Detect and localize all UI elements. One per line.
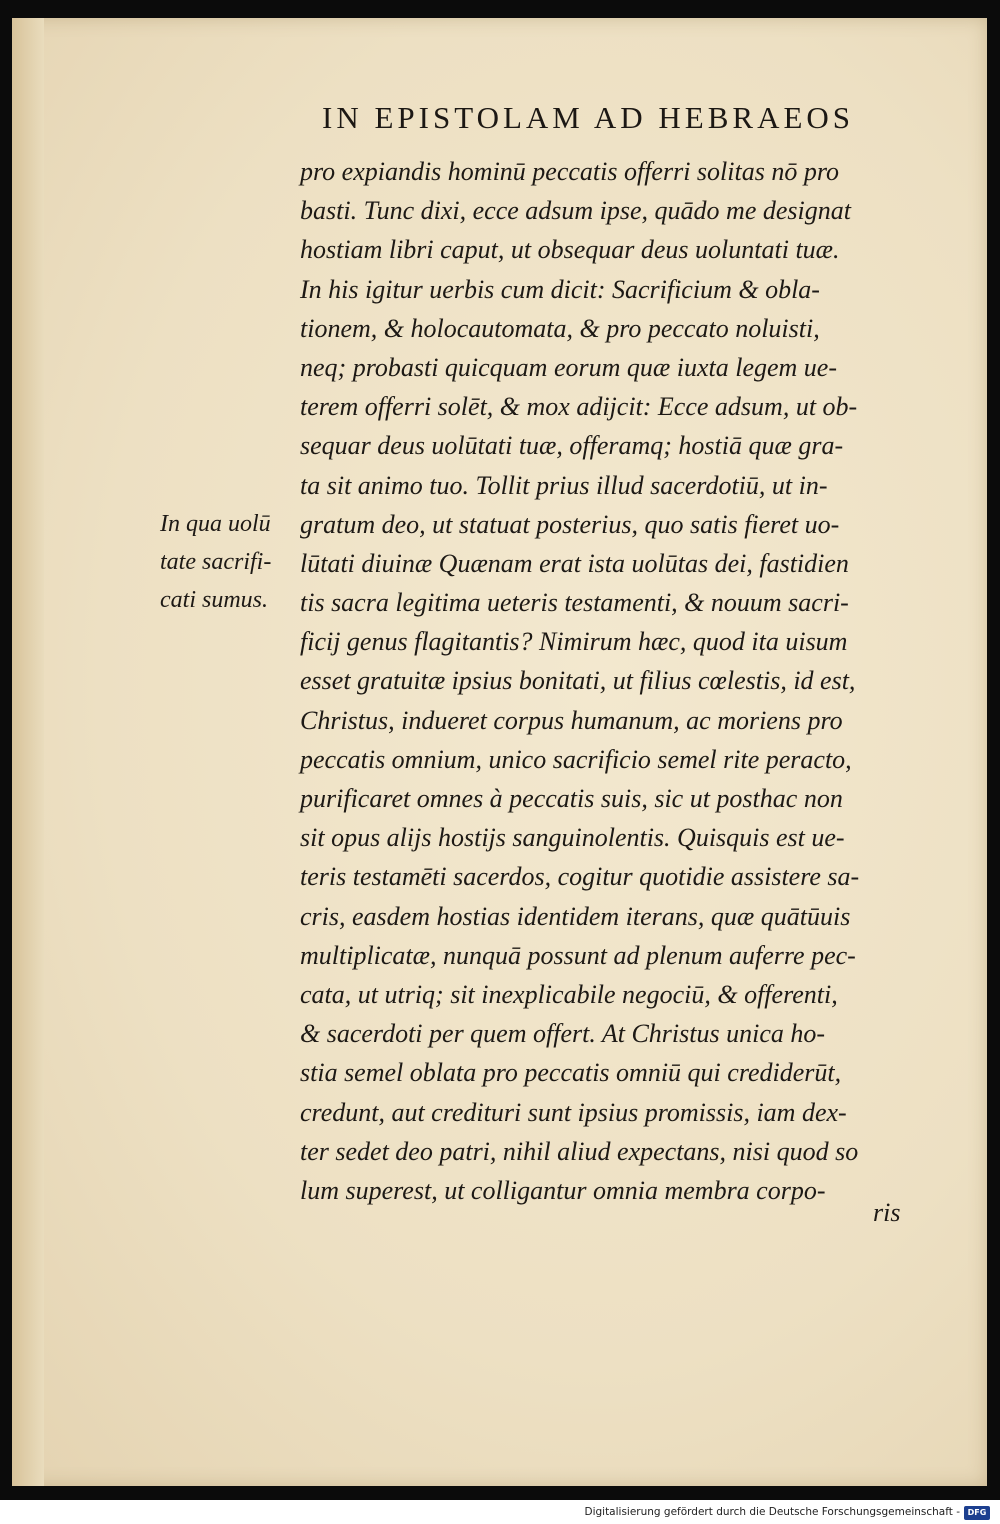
text-line: tionem, & holocautomata, & pro peccato noluisti,: [300, 313, 820, 343]
marginal-note-line: cati sumus.: [160, 587, 268, 613]
running-head: IN EPISTOLAM AD HEBRAEOS: [322, 100, 855, 135]
text-line: stia semel oblata pro peccatis omniū qui crediderūt,: [300, 1058, 842, 1088]
text-line: In his igitur uerbis cum dicit: Sacrificium & obla-: [300, 274, 820, 304]
marginal-note: [160, 505, 300, 619]
text-line: ficij genus flagitantis? Nimirum hæc, quod ita uisum: [300, 627, 848, 657]
page-gutter-shadow: [12, 18, 44, 1486]
text-line: & sacerdoti per quem offert. At Christus unica ho-: [300, 1019, 826, 1049]
text-line: peccatis omnium, unico sacrificio semel rite peracto,: [300, 744, 852, 774]
text-line: purificaret omnes à peccatis suis, sic ut posthac non: [300, 784, 843, 813]
body-text: [300, 152, 960, 1210]
text-line: tis sacra legitima ueteris testamenti, & nouum sacri-: [300, 588, 849, 618]
text-line: neq; probasti quicquam eorum quæ iuxta legem ue-: [300, 352, 837, 382]
text-line: ta sit animo tuo. Tollit prius illud sacerdotiū, ut in-: [300, 470, 828, 500]
text-line: basti. Tunc dixi, ecce adsum ipse, quādo me designat: [300, 196, 851, 226]
marginal-note-line: tate sacrifi-: [160, 549, 272, 575]
text-line: sit opus alijs hostijs sanguinolentis. Quisquis est ue-: [300, 823, 845, 853]
text-line: terem offerri solēt, & mox adijcit: Ecce adsum, ut ob-: [300, 392, 858, 422]
text-line: esset gratuitæ ipsius bonitati, ut filius cœlestis, id est,: [300, 666, 856, 696]
text-line: pro expiandis hominū peccatis offerri solitas nō pro: [300, 157, 839, 186]
digitization-footer: [0, 1502, 1000, 1524]
funding-credit: Digitalisierung gefördert durch die Deutsche Forschungsgemeinschaft -: [584, 1506, 960, 1518]
text-line: Christus, indueret corpus humanum, ac moriens pro: [300, 705, 843, 735]
text-line: hostiam libri caput, ut obsequar deus uoluntati tuæ.: [300, 235, 840, 265]
marginal-note-line: In qua uolū: [160, 511, 271, 537]
text-line: credunt, aut credituri sunt ipsius promissis, iam dex-: [300, 1097, 847, 1127]
text-line: sequar deus uolūtati tuæ, offeramq; hostiā quæ gra-: [300, 431, 844, 461]
text-line: cris, easdem hostias identidem iterans, quæ quātūuis: [300, 901, 851, 931]
text-line: lum superest, ut colligantur omnia membra corpo-: [300, 1175, 826, 1205]
catchword: ris: [873, 1198, 901, 1227]
text-line: gratum deo, ut statuat posterius, quo satis fieret uo-: [300, 509, 840, 539]
text-line: lūtati diuinæ Quænam erat ista uolūtas dei, fastidien: [300, 548, 849, 578]
text-line: ter sedet deo patri, nihil aliud expectans, nisi quod so: [300, 1136, 859, 1166]
text-line: multiplicatæ, nunquā possunt ad plenum auferre pec-: [300, 940, 856, 970]
dfg-logo-icon: DFG: [964, 1506, 990, 1520]
text-line: cata, ut utriq; sit inexplicabile negociū, & offerenti,: [300, 979, 838, 1009]
text-line: teris testamēti sacerdos, cogitur quotidie assistere sa-: [300, 862, 860, 892]
